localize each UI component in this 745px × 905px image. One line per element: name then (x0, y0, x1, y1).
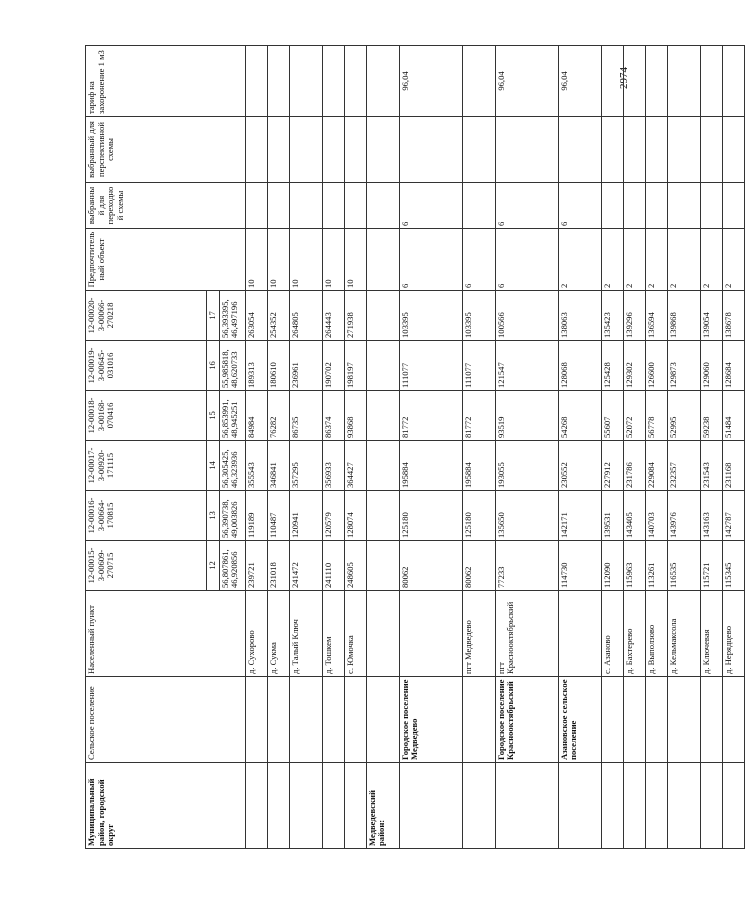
distance-cell: 55607 (601, 391, 623, 441)
distance-cell: 59238 (700, 391, 722, 441)
distance-cell: 129060 (700, 341, 722, 391)
transfer-cell (601, 183, 623, 229)
distance-cell: 128074 (344, 491, 366, 541)
distance-cell: 346841 (267, 441, 289, 491)
distance-cell: 263054 (245, 291, 267, 341)
distance-cell: 103395 (399, 291, 462, 341)
distance-cell: 136594 (645, 291, 667, 341)
column-number: 16 (207, 341, 220, 391)
header-site-id: 12-00020-З-00066-270218 (86, 291, 207, 341)
distance-cell: 56778 (645, 391, 667, 441)
tariff-cell (700, 46, 722, 117)
distance-cell: 364427 (344, 441, 366, 491)
transfer-cell (289, 183, 322, 229)
perspective-cell (558, 117, 601, 183)
preferred-cell: 6 (399, 229, 462, 291)
distance-cell (366, 541, 399, 591)
locality-cell (366, 591, 399, 677)
preferred-cell: 2 (722, 229, 744, 291)
district-cell (495, 763, 558, 849)
distance-cell: 115963 (623, 541, 645, 591)
district-cell (289, 763, 322, 849)
column-number: 17 (207, 291, 220, 341)
settlement-cell (700, 677, 722, 763)
distance-cell: 93519 (495, 391, 558, 441)
header-site-id: 12-00017-З-00920-171115 (86, 441, 207, 491)
preferred-cell: 2 (700, 229, 722, 291)
distance-cell: 120579 (322, 491, 344, 541)
distance-cell: 239721 (245, 541, 267, 591)
distance-cell: 113261 (645, 541, 667, 591)
transfer-cell (322, 183, 344, 229)
distance-cell (366, 291, 399, 341)
distance-cell: 135423 (601, 291, 623, 341)
preferred-cell: 2 (623, 229, 645, 291)
table-row (601, 46, 623, 849)
locality-cell: д. Сукма (267, 591, 289, 677)
distance-cell: 115721 (700, 541, 722, 591)
distance-cell: 195884 (462, 441, 495, 491)
settlement-cell: Городское поселение Медведево (399, 677, 462, 763)
district-cell (645, 763, 667, 849)
distance-cell: 140703 (645, 491, 667, 541)
distance-cell: 103395 (462, 291, 495, 341)
table-row (558, 46, 601, 849)
header-perspective: выбранный для перспективной схемы (86, 117, 246, 183)
locality-cell (558, 591, 601, 677)
tariff-cell (462, 46, 495, 117)
transfer-cell (623, 183, 645, 229)
distance-cell: 248605 (344, 541, 366, 591)
distance-cell: 356933 (322, 441, 344, 491)
distance-cell: 139868 (667, 291, 700, 341)
preferred-cell: 10 (322, 229, 344, 291)
tariff-cell: 96,04 (558, 46, 601, 117)
tariff-cell: 96,04 (495, 46, 558, 117)
distance-cell: 129873 (667, 341, 700, 391)
district-cell (722, 763, 744, 849)
distance-cell: 227912 (601, 441, 623, 491)
site-coordinates: 56,390738, 49,003826 (219, 491, 245, 541)
distance-cell: 128068 (558, 341, 601, 391)
transfer-cell (645, 183, 667, 229)
header-locality: Населенный пункт (86, 591, 246, 677)
perspective-cell (245, 117, 267, 183)
district-cell (601, 763, 623, 849)
preferred-cell: 10 (344, 229, 366, 291)
perspective-cell (267, 117, 289, 183)
table-row (722, 46, 744, 849)
transfer-cell (667, 183, 700, 229)
tariff-cell (322, 46, 344, 117)
settlement-cell: Азановское сельское поселение (558, 677, 601, 763)
distance-cell: 54268 (558, 391, 601, 441)
district-cell: Медведевский район: (366, 763, 399, 849)
distance-cell: 195884 (399, 441, 462, 491)
locality-cell: с. Азаново (601, 591, 623, 677)
transfer-cell (245, 183, 267, 229)
tariff-cell (667, 46, 700, 117)
tariff-cell (267, 46, 289, 117)
distance-cell: 52995 (667, 391, 700, 441)
tariff-cell (366, 46, 399, 117)
perspective-cell (623, 117, 645, 183)
transfer-cell (344, 183, 366, 229)
distance-cell (366, 391, 399, 441)
locality-cell: д. Ключевая (700, 591, 722, 677)
site-coordinates: 55,985818, 48,620733 (219, 341, 245, 391)
district-cell (667, 763, 700, 849)
site-coordinates: 56,305425, 46,323936 (219, 441, 245, 491)
table-row (667, 46, 700, 849)
perspective-cell (462, 117, 495, 183)
table-row (267, 46, 289, 849)
distance-cell: 112090 (601, 541, 623, 591)
distance-cell: 189313 (245, 341, 267, 391)
distance-cell: 232357 (667, 441, 700, 491)
preferred-cell: 6 (495, 229, 558, 291)
distance-cell: 125428 (601, 341, 623, 391)
distance-cell: 138678 (722, 291, 744, 341)
distance-cell: 81772 (399, 391, 462, 441)
preferred-cell (366, 229, 399, 291)
site-coordinates: 56,853991, 48,945251 (219, 391, 245, 441)
locality-cell: д. Кельмаксола (667, 591, 700, 677)
settlement-cell (462, 677, 495, 763)
distance-cell: 51484 (722, 391, 744, 441)
distance-cell: 115345 (722, 541, 744, 591)
locality-cell: пгт Медведево (462, 591, 495, 677)
distance-cell: 193055 (495, 441, 558, 491)
table-row (700, 46, 722, 849)
perspective-cell (601, 117, 623, 183)
preferred-cell: 2 (558, 229, 601, 291)
distance-cell: 120941 (289, 491, 322, 541)
table-row (623, 46, 645, 849)
locality-cell: д. Выползово (645, 591, 667, 677)
perspective-cell (645, 117, 667, 183)
tariff-cell (344, 46, 366, 117)
perspective-cell (366, 117, 399, 183)
transfer-cell (366, 183, 399, 229)
distance-cell: 355543 (245, 441, 267, 491)
header-site-id: 12-00019-З-00645-031016 (86, 341, 207, 391)
locality-cell: д. Сухорово (245, 591, 267, 677)
distance-cell: 116535 (667, 541, 700, 591)
district-cell (462, 763, 495, 849)
district-cell (623, 763, 645, 849)
district-cell (322, 763, 344, 849)
locality-cell: с. Юмочка (344, 591, 366, 677)
distance-cell: 111077 (462, 341, 495, 391)
distance-cell: 114730 (558, 541, 601, 591)
distance-cell: 139531 (601, 491, 623, 541)
distance-cell: 80062 (399, 541, 462, 591)
column-number: 14 (207, 441, 220, 491)
district-cell (267, 763, 289, 849)
perspective-cell (495, 117, 558, 183)
page-number-text: 2974 (618, 67, 630, 89)
tariff-cell (289, 46, 322, 117)
perspective-cell (700, 117, 722, 183)
distance-cell: 84984 (245, 391, 267, 441)
distance-cell: 264443 (322, 291, 344, 341)
perspective-cell (344, 117, 366, 183)
locality-cell: д. Талый Ключ (289, 591, 322, 677)
locality-cell: пгт Краснооктябрьский (495, 591, 558, 677)
distance-cell: 111077 (399, 341, 462, 391)
table-row (245, 46, 267, 849)
header-transfer: выбранный для переходной схемы (86, 183, 246, 229)
perspective-cell (322, 117, 344, 183)
tariff-cell (722, 46, 744, 117)
district-cell (399, 763, 462, 849)
header-site-id: 12-00018-З-00168-070416 (86, 391, 207, 441)
distance-cell: 139296 (623, 291, 645, 341)
settlement-cell: Городское поселение Краснооктябрьский (495, 677, 558, 763)
transfer-cell (722, 183, 744, 229)
locality-cell: д. Бахтерево (623, 591, 645, 677)
table-row (399, 46, 462, 849)
distance-cell: 121547 (495, 341, 558, 391)
transfer-cell: 6 (399, 183, 462, 229)
header-row (86, 46, 207, 849)
table-row (289, 46, 322, 849)
perspective-cell (399, 117, 462, 183)
tariff-cell (645, 46, 667, 117)
distance-cell: 190702 (322, 341, 344, 391)
preferred-cell: 2 (601, 229, 623, 291)
distance-cell: 125180 (399, 491, 462, 541)
table-row (322, 46, 344, 849)
distance-cell: 128684 (722, 341, 744, 391)
distance-cell: 198197 (344, 341, 366, 391)
transfer-cell: 6 (558, 183, 601, 229)
distance-cell: 86735 (289, 391, 322, 441)
header-district: Муниципальный район, городской округ (86, 763, 246, 849)
table-row (645, 46, 667, 849)
column-number: 12 (207, 541, 220, 591)
settlement-cell (245, 677, 267, 763)
preferred-cell: 10 (245, 229, 267, 291)
table-row (495, 46, 558, 849)
table-row (344, 46, 366, 849)
settlement-cell (322, 677, 344, 763)
settlement-cell (601, 677, 623, 763)
transfer-cell (700, 183, 722, 229)
settlement-cell (645, 677, 667, 763)
distance-cell: 77233 (495, 541, 558, 591)
district-cell (344, 763, 366, 849)
settlement-cell (667, 677, 700, 763)
perspective-cell (289, 117, 322, 183)
distance-cell: 231018 (267, 541, 289, 591)
distance-cell: 143163 (700, 491, 722, 541)
district-cell (558, 763, 601, 849)
distance-cell: 357295 (289, 441, 322, 491)
site-coordinates: 56,393395, 46,497196 (219, 291, 245, 341)
distance-cell: 143976 (667, 491, 700, 541)
column-number: 15 (207, 391, 220, 441)
distance-cell: 231543 (700, 441, 722, 491)
distance-cell: 142787 (722, 491, 744, 541)
distance-cell: 231168 (722, 441, 744, 491)
settlement-cell (722, 677, 744, 763)
distance-cell: 139054 (700, 291, 722, 341)
distance-cell: 110487 (267, 491, 289, 541)
header-settlement: Сельское поселение (86, 677, 246, 763)
distance-cell: 126600 (645, 341, 667, 391)
header-site-id: 12-00015-З-00609-270715 (86, 541, 207, 591)
distance-cell: 229084 (645, 441, 667, 491)
distance-cell: 230552 (558, 441, 601, 491)
settlement-cell (344, 677, 366, 763)
preferred-cell: 10 (267, 229, 289, 291)
distance-cell: 264805 (289, 291, 322, 341)
distance-cell: 180610 (267, 341, 289, 391)
distance-cell: 241472 (289, 541, 322, 591)
waste-site-distance-table (85, 45, 745, 849)
preferred-cell: 10 (289, 229, 322, 291)
distance-cell: 100566 (495, 291, 558, 341)
column-number: 13 (207, 491, 220, 541)
distance-cell: 80062 (462, 541, 495, 591)
distance-cell: 81772 (462, 391, 495, 441)
distance-cell: 86374 (322, 391, 344, 441)
distance-cell: 129302 (623, 341, 645, 391)
preferred-cell: 2 (667, 229, 700, 291)
perspective-cell (667, 117, 700, 183)
settlement-cell (289, 677, 322, 763)
distance-cell: 138063 (558, 291, 601, 341)
locality-cell: д. Нерядцево (722, 591, 744, 677)
header-tariff: тариф на захоронение 1 м3 (86, 46, 246, 117)
table-row (462, 46, 495, 849)
locality-cell: д. Тошкем (322, 591, 344, 677)
distance-cell: 93868 (344, 391, 366, 441)
distance-cell: 143405 (623, 491, 645, 541)
distance-cell: 76282 (267, 391, 289, 441)
distance-cell: 135650 (495, 491, 558, 541)
distance-cell: 142171 (558, 491, 601, 541)
preferred-cell: 6 (462, 229, 495, 291)
transfer-cell (267, 183, 289, 229)
settlement-cell (267, 677, 289, 763)
table-row (366, 46, 399, 849)
distance-cell: 236961 (289, 341, 322, 391)
district-cell (245, 763, 267, 849)
header-site-id: 12-00016-З-00664-170815 (86, 491, 207, 541)
tariff-cell: 96,04 (399, 46, 462, 117)
distance-cell: 254352 (267, 291, 289, 341)
distance-cell: 52072 (623, 391, 645, 441)
distance-cell: 125180 (462, 491, 495, 541)
header-preferred: Предпочтительный объект (86, 229, 246, 291)
distance-cell: 231786 (623, 441, 645, 491)
settlement-cell (623, 677, 645, 763)
transfer-cell: 6 (495, 183, 558, 229)
distance-cell: 271938 (344, 291, 366, 341)
settlement-cell (366, 677, 399, 763)
preferred-cell: 2 (645, 229, 667, 291)
distance-cell (366, 341, 399, 391)
distance-cell (366, 441, 399, 491)
tariff-cell (601, 46, 623, 117)
distance-cell (366, 491, 399, 541)
perspective-cell (722, 117, 744, 183)
tariff-cell (245, 46, 267, 117)
tariff-cell (623, 46, 645, 117)
distance-cell: 119189 (245, 491, 267, 541)
district-cell (700, 763, 722, 849)
transfer-cell (462, 183, 495, 229)
locality-cell (399, 591, 462, 677)
distance-cell: 241110 (322, 541, 344, 591)
site-coordinates: 56,807861, 46,920856 (219, 541, 245, 591)
